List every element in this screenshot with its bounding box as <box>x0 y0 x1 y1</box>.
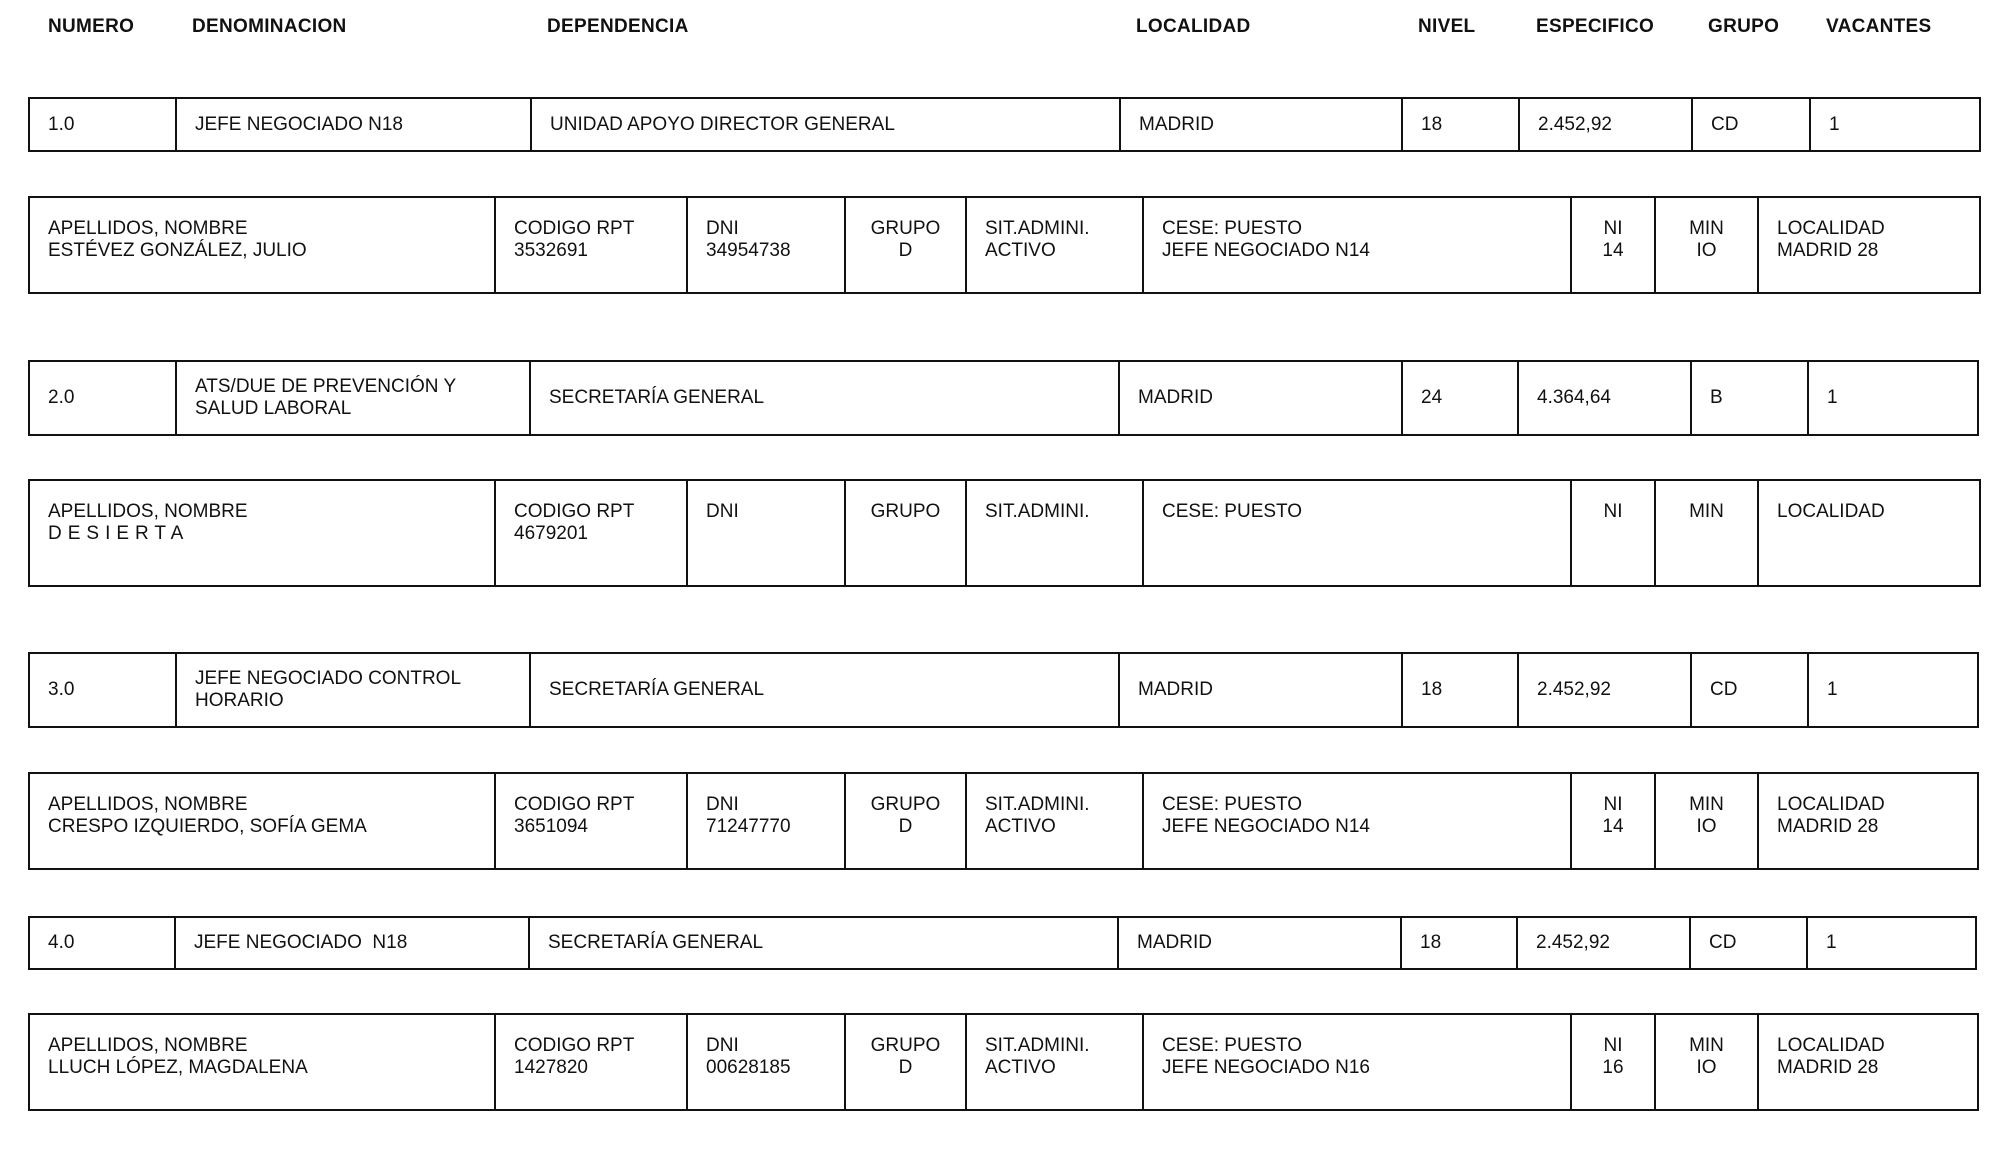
puesto-numero: 4.0 <box>30 918 176 968</box>
header-dependencia: DEPENDENCIA <box>547 16 689 37</box>
titular-localidad: LOCALIDAD MADRID 28 <box>1777 794 1885 837</box>
puesto-vacantes: 1 <box>1827 679 1838 700</box>
titular-codigo: CODIGO RPT 3532691 <box>496 198 688 292</box>
titular-dni: DNI 00628185 <box>688 1015 846 1109</box>
puesto-grupo: B <box>1692 362 1809 434</box>
puesto-localidad: MADRID <box>1120 362 1403 434</box>
titular-min: MIN <box>1656 481 1759 585</box>
puesto-especifico: 2.452,92 <box>1519 654 1692 726</box>
puesto-row <box>28 652 1979 728</box>
puesto-localidad: MADRID <box>1120 654 1403 726</box>
puesto-especifico: 4.364,64 <box>1519 362 1692 434</box>
titular-grupo: GRUPO D <box>846 774 967 868</box>
puesto-denominacion: JEFE NEGOCIADO N18 <box>176 918 530 968</box>
titular-cese: CESE: PUESTO <box>1144 481 1572 585</box>
titular-apellidos: APELLIDOS, NOMBRE LLUCH LÓPEZ, MAGDALENA <box>30 1015 496 1109</box>
header-denominacion: DENOMINACION <box>192 16 347 37</box>
titular-codigo: CODIGO RPT 4679201 <box>496 481 688 585</box>
titular-localidad: LOCALIDAD <box>1777 501 1885 522</box>
header-numero: NUMERO <box>48 16 135 37</box>
puesto-vacantes: 1 <box>1829 113 1840 135</box>
titular-min: MIN IO <box>1656 774 1759 868</box>
puesto-vacantes: 1 <box>1827 387 1838 408</box>
puesto-grupo: CD <box>1691 918 1808 968</box>
titular-dni: DNI <box>688 481 846 585</box>
titular-sit: SIT.ADMINI. ACTIVO <box>967 1015 1144 1109</box>
titular-row <box>28 772 1979 870</box>
titular-row <box>28 479 1981 587</box>
titular-apellidos: APELLIDOS, NOMBRE DESIERTA <box>30 481 496 585</box>
puesto-nivel: 24 <box>1403 362 1519 434</box>
puesto-row <box>28 360 1979 436</box>
puesto-grupo: CD <box>1692 654 1809 726</box>
header-nivel: NIVEL <box>1418 16 1476 37</box>
titular-row <box>28 1013 1979 1111</box>
puesto-row <box>28 97 1981 152</box>
puesto-row <box>28 916 1977 970</box>
puesto-numero: 3.0 <box>30 654 177 726</box>
titular-row <box>28 196 1981 294</box>
puesto-nivel: 18 <box>1402 918 1518 968</box>
titular-dni: DNI 71247770 <box>688 774 846 868</box>
header-vacantes: VACANTES <box>1826 16 1932 37</box>
titular-min: MIN IO <box>1656 1015 1759 1109</box>
titular-localidad: LOCALIDAD MADRID 28 <box>1777 218 1885 261</box>
titular-cese: CESE: PUESTO JEFE NEGOCIADO N14 <box>1144 774 1572 868</box>
titular-ni: NI 16 <box>1572 1015 1656 1109</box>
titular-localidad: LOCALIDAD MADRID 28 <box>1777 1035 1885 1078</box>
titular-cese: CESE: PUESTO JEFE NEGOCIADO N16 <box>1144 1015 1572 1109</box>
titular-grupo: GRUPO D <box>846 198 967 292</box>
header-especifico: ESPECIFICO <box>1536 16 1655 37</box>
puesto-denominacion: JEFE NEGOCIADO CONTROL HORARIO <box>177 654 531 726</box>
puesto-dependencia: SECRETARÍA GENERAL <box>531 654 1120 726</box>
puesto-dependencia: SECRETARÍA GENERAL <box>530 918 1119 968</box>
titular-apellidos: APELLIDOS, NOMBRE ESTÉVEZ GONZÁLEZ, JULIO <box>30 198 496 292</box>
puesto-nivel: 18 <box>1403 654 1519 726</box>
titular-grupo: GRUPO D <box>846 1015 967 1109</box>
puesto-localidad: MADRID <box>1121 99 1403 150</box>
titular-sit: SIT.ADMINI. <box>967 481 1144 585</box>
titular-dni: DNI 34954738 <box>688 198 846 292</box>
puesto-denominacion: JEFE NEGOCIADO N18 <box>177 99 532 150</box>
header-grupo: GRUPO <box>1708 16 1780 37</box>
puesto-denominacion: ATS/DUE DE PREVENCIÓN Y SALUD LABORAL <box>177 362 531 434</box>
titular-sit: SIT.ADMINI. ACTIVO <box>967 198 1144 292</box>
puesto-especifico: 2.452,92 <box>1520 99 1693 150</box>
puesto-nivel: 18 <box>1403 99 1520 150</box>
header-localidad: LOCALIDAD <box>1136 16 1251 37</box>
puesto-dependencia: SECRETARÍA GENERAL <box>531 362 1120 434</box>
titular-grupo: GRUPO <box>846 481 967 585</box>
puesto-numero: 2.0 <box>30 362 177 434</box>
titular-apellidos: APELLIDOS, NOMBRE CRESPO IZQUIERDO, SOFÍA GEMA <box>30 774 496 868</box>
titular-ni: NI 14 <box>1572 774 1656 868</box>
titular-codigo: CODIGO RPT 3651094 <box>496 774 688 868</box>
titular-ni: NI 14 <box>1572 198 1656 292</box>
titular-codigo: CODIGO RPT 1427820 <box>496 1015 688 1109</box>
puesto-localidad: MADRID <box>1119 918 1402 968</box>
titular-ni: NI <box>1572 481 1656 585</box>
puesto-grupo: CD <box>1693 99 1811 150</box>
puesto-vacantes: 1 <box>1826 932 1837 953</box>
titular-min: MIN IO <box>1656 198 1759 292</box>
titular-sit: SIT.ADMINI. ACTIVO <box>967 774 1144 868</box>
puesto-numero: 1.0 <box>30 99 177 150</box>
titular-cese: CESE: PUESTO JEFE NEGOCIADO N14 <box>1144 198 1572 292</box>
puesto-especifico: 2.452,92 <box>1518 918 1691 968</box>
puesto-dependencia: UNIDAD APOYO DIRECTOR GENERAL <box>532 99 1121 150</box>
